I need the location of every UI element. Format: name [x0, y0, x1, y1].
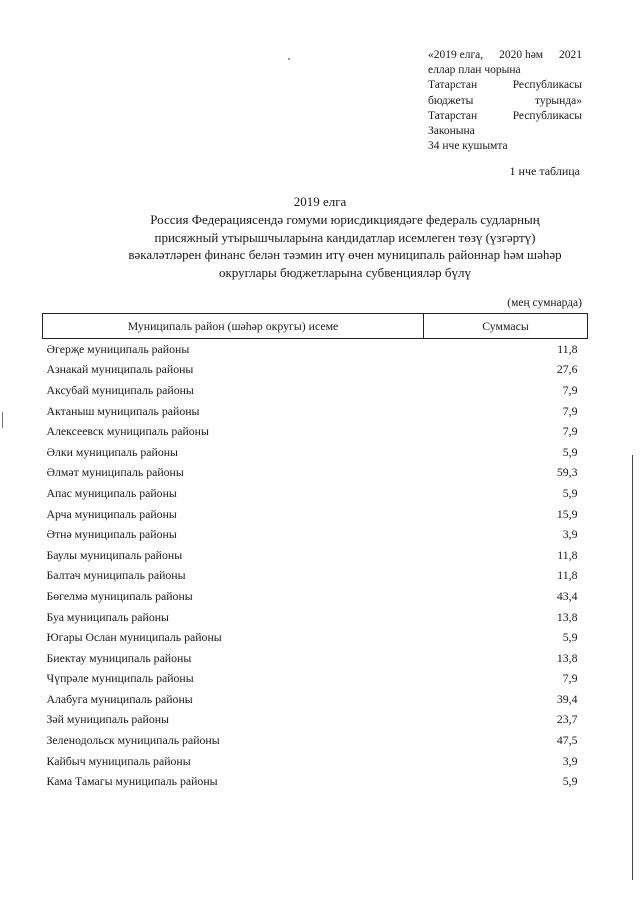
- table-row: [43, 751, 588, 772]
- subventions-table: [42, 313, 588, 792]
- document-title: [70, 211, 620, 281]
- table-row: [43, 524, 588, 545]
- title-line: Россия Федерациясендә гомуми юрисдикциядәге федераль судларның: [150, 212, 540, 227]
- title-line: присяжный утырышчыларына кандидатлар исемлеген төзү (үзгәртү): [154, 229, 536, 245]
- amount-value: 7,9: [562, 382, 578, 397]
- municipality-name: Апас муниципаль районы: [46, 485, 177, 500]
- table-row: [43, 669, 588, 690]
- amount-value: 7,9: [562, 671, 578, 686]
- municipality-name: Югары Ослан муниципаль районы: [46, 630, 222, 645]
- column-header-name: Муниципаль район (шәһәр округы) исеме: [43, 314, 424, 339]
- appendix-note-text: 34 нче кушымта: [428, 140, 508, 153]
- appendix-note-text: Татарстан: [428, 109, 478, 122]
- amount-value: 7,9: [562, 424, 578, 439]
- table-row: [43, 545, 588, 566]
- appendix-note-text: «2019 елга,: [428, 49, 484, 61]
- appendix-note-line: [428, 48, 582, 63]
- amount-value: 5,9: [562, 485, 578, 500]
- table-row: [43, 504, 588, 525]
- municipality-name: Әгерҗе муниципаль районы: [46, 341, 190, 356]
- amount-value: 47,5: [556, 733, 578, 748]
- table-row: [43, 483, 588, 504]
- appendix-note-text: турында»: [535, 94, 582, 107]
- appendix-note-line: [428, 94, 582, 109]
- municipality-name: Аксубай муниципаль районы: [46, 382, 194, 397]
- table-row: [43, 627, 588, 648]
- title-line: вәкаләтләрен финанс белән тәэмин итү өчен муниципаль районнар һәм шәһәр: [128, 247, 562, 262]
- table-row: [43, 401, 588, 422]
- municipality-name: Кайбыч муниципаль районы: [46, 753, 191, 768]
- amount-value: 3,9: [562, 527, 578, 542]
- table-row: [43, 648, 588, 669]
- table-row: [43, 339, 588, 360]
- scan-speck: [288, 58, 290, 60]
- appendix-note-line: [428, 124, 582, 139]
- scan-edge-mark: [2, 412, 3, 428]
- appendix-note-line: [428, 139, 582, 154]
- amount-value: 13,8: [556, 650, 578, 665]
- table-row: [43, 730, 588, 751]
- amount-value: 5,9: [562, 630, 578, 645]
- table-row: [43, 442, 588, 463]
- appendix-note-text: еллар план чорына: [428, 64, 521, 77]
- amount-value: 23,7: [556, 712, 578, 727]
- table-row: [43, 771, 588, 792]
- appendix-note-line: [428, 63, 582, 78]
- appendix-note-line: [428, 109, 582, 124]
- municipality-name: Әтнә муниципаль районы: [46, 527, 177, 542]
- units-note: (мең сумнарда): [507, 297, 582, 309]
- municipality-name: Алабуга муниципаль районы: [46, 691, 193, 706]
- table-row: [43, 380, 588, 401]
- municipality-name: Балтач муниципаль районы: [46, 568, 186, 583]
- amount-value: 11,8: [557, 568, 578, 583]
- table-header-row: [43, 314, 588, 339]
- amount-value: 5,9: [562, 774, 578, 789]
- table-row: [43, 463, 588, 484]
- table-row: [43, 689, 588, 710]
- municipality-name: Әлмәт муниципаль районы: [46, 465, 184, 480]
- amount-value: 27,6: [556, 362, 578, 377]
- amount-value: 3,9: [562, 753, 578, 768]
- amount-value: 13,8: [556, 609, 578, 624]
- amount-value: 11,8: [557, 547, 578, 562]
- municipality-name: Биектау муниципаль районы: [46, 650, 192, 665]
- municipality-name: Актаныш муниципаль районы: [46, 403, 200, 418]
- table-row: [43, 710, 588, 731]
- municipality-name: Буа муниципаль районы: [46, 609, 169, 624]
- appendix-note-text: бюджеты: [428, 94, 474, 107]
- scan-edge-line: [632, 455, 633, 880]
- municipality-name: Кама Тамагы муниципаль районы: [46, 774, 218, 789]
- appendix-note-text: Республикасы: [512, 109, 582, 122]
- municipality-name: Арча муниципаль районы: [46, 506, 177, 521]
- municipality-name: Алексеевск муниципаль районы: [46, 424, 209, 439]
- amount-value: 43,4: [556, 588, 578, 603]
- document-year: 2019 елга: [293, 194, 347, 209]
- appendix-note-text: 2021: [559, 49, 582, 61]
- amount-value: 39,4: [556, 691, 578, 706]
- table-row: [43, 566, 588, 587]
- table-body: [43, 339, 588, 793]
- amount-value: 11,8: [557, 341, 578, 356]
- column-header-amount: Суммасы: [424, 314, 588, 339]
- appendix-note-text: Законына: [428, 125, 475, 138]
- amount-value: 59,3: [556, 465, 578, 480]
- table-row: [43, 607, 588, 628]
- municipality-name: Чүпрәле муниципаль районы: [46, 671, 194, 686]
- amount-value: 5,9: [562, 444, 578, 459]
- municipality-name: Азнакай муниципаль районы: [46, 362, 194, 377]
- table-row: [43, 360, 588, 381]
- municipality-name: Баулы муниципаль районы: [46, 547, 183, 562]
- municipality-name: Зеленодольск муниципаль районы: [46, 733, 220, 748]
- table-row: [43, 421, 588, 442]
- municipality-name: Әлки муниципаль районы: [46, 444, 178, 459]
- table-row: [43, 586, 588, 607]
- amount-value: 7,9: [562, 403, 578, 418]
- appendix-note-line: [428, 78, 582, 93]
- appendix-note: [428, 48, 582, 154]
- appendix-note-text: Республикасы: [512, 79, 582, 92]
- table-number: 1 нче таблица: [509, 164, 580, 178]
- appendix-note-text: Татарстан: [428, 79, 478, 92]
- municipality-name: Зәй муниципаль районы: [46, 712, 169, 727]
- title-line: округлары бюджетларына субвенцияләр бүлү: [218, 264, 472, 280]
- appendix-note-text: 2020 һәм: [499, 49, 544, 61]
- amount-value: 15,9: [556, 506, 578, 521]
- municipality-name: Бөгелмә муниципаль районы: [46, 588, 193, 603]
